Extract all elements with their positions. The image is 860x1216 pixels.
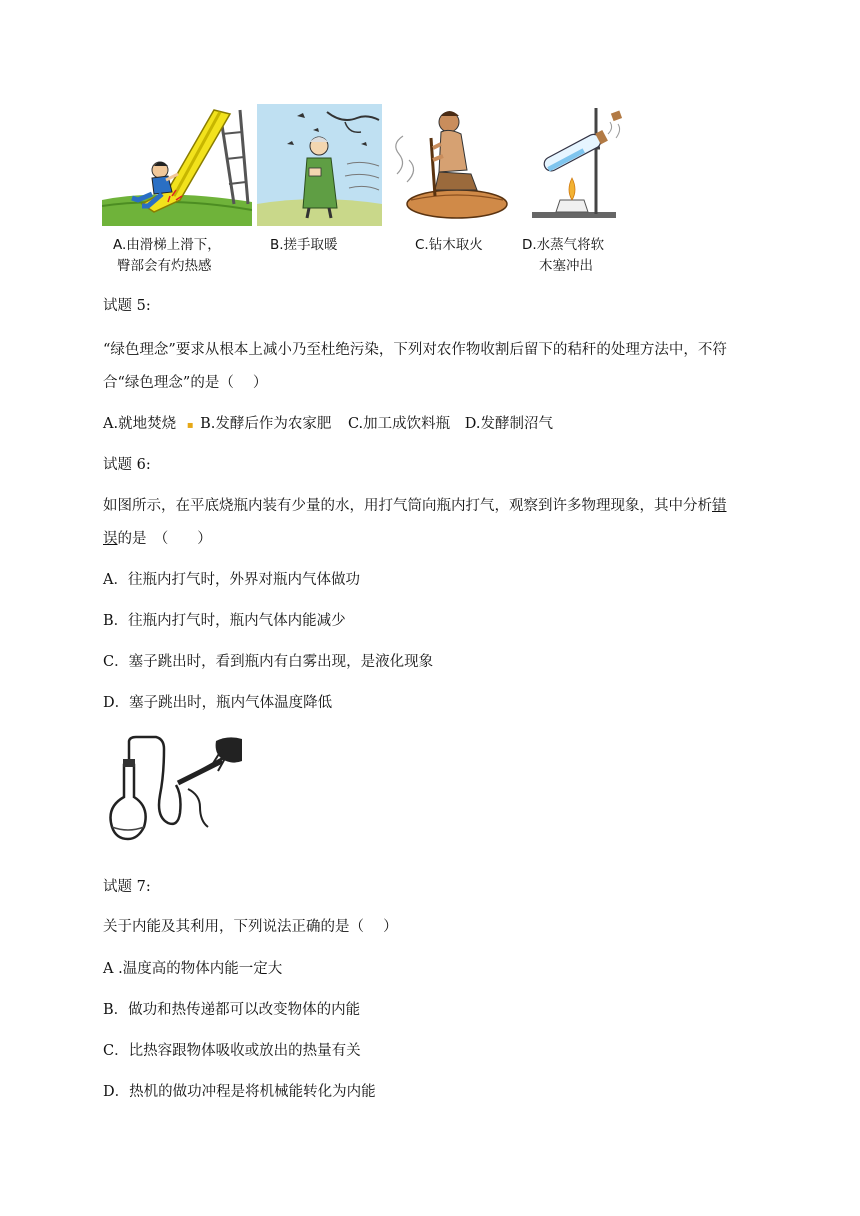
q6-heading: 试题 6: — [103, 457, 151, 473]
caption-d-line2: 木塞冲出 — [539, 258, 593, 274]
q7-option-a: A .温度高的物体内能一定大 — [103, 961, 283, 977]
panel-b-rubbing-hands-image — [257, 104, 382, 226]
q5-stem-line2: 合“绿色理念”的是（ ） — [103, 375, 268, 391]
q5-option-b: B.发酵后作为农家肥 — [200, 416, 332, 432]
caption-b: B.搓手取暖 — [270, 237, 338, 253]
caption-d-line1: D.水蒸气将软 — [522, 237, 605, 253]
q5-option-c: C.加工成饮料瓶 — [347, 416, 451, 432]
q5-marker: ▪ — [186, 420, 194, 431]
q6-option-d: D．塞子跳出时，瓶内气体温度降低 — [103, 695, 333, 711]
q6-underlined-word-part1: 错 — [712, 498, 727, 514]
q5-option-d: D.发酵制沼气 — [464, 416, 553, 432]
q7-option-d: D．热机的做功冲程是将机械能转化为内能 — [103, 1084, 376, 1100]
caption-c: C.钻木取火 — [415, 237, 483, 253]
panel-c-drilling-wood-image — [387, 104, 517, 226]
panel-a-slide-image — [102, 104, 252, 226]
q6-underlined-word-part2: 误 — [103, 531, 118, 547]
caption-a-line2: 臀部会有灼热感 — [117, 258, 212, 274]
q6-option-b: B．往瓶内打气时，瓶内气体内能减少 — [103, 613, 346, 629]
q7-stem: 关于内能及其利用，下列说法正确的是（ ） — [103, 919, 398, 935]
q5-stem-line1: “绿色理念”要求从根本上减小乃至杜绝污染，下列对农作物收割后留下的秸秆的处理方法中，不符 — [103, 342, 727, 358]
q6-flask-pump-image — [104, 735, 244, 845]
q7-option-b: B．做功和热传递都可以改变物体的内能 — [103, 1002, 361, 1018]
q6-stem-line2 — [103, 529, 212, 549]
q7-option-c: C．比热容跟物体吸收或放出的热量有关 — [103, 1043, 361, 1059]
q5-option-a: A.就地焚烧 — [103, 416, 177, 432]
q6-stem-line1 — [103, 496, 727, 516]
q5-heading: 试题 5: — [103, 298, 151, 314]
panel-d-steam-cork-image — [522, 104, 630, 226]
q6-option-c: C．塞子跳出时，看到瓶内有白雾出现，是液化现象 — [103, 654, 434, 670]
q5-options — [103, 414, 553, 436]
q6-stem-line1-text: 如图所示，在平底烧瓶内装有少量的水，用打气筒向瓶内打气，观察到许多物理现象，其中分析 — [103, 498, 712, 514]
q6-stem-line2-text: 的是 （ ） — [117, 531, 212, 547]
q7-heading: 试题 7: — [103, 879, 151, 895]
caption-a-line1: A.由滑梯上滑下， — [113, 237, 221, 253]
q6-option-a: A．往瓶内打气时，外界对瓶内气体做功 — [103, 572, 360, 588]
